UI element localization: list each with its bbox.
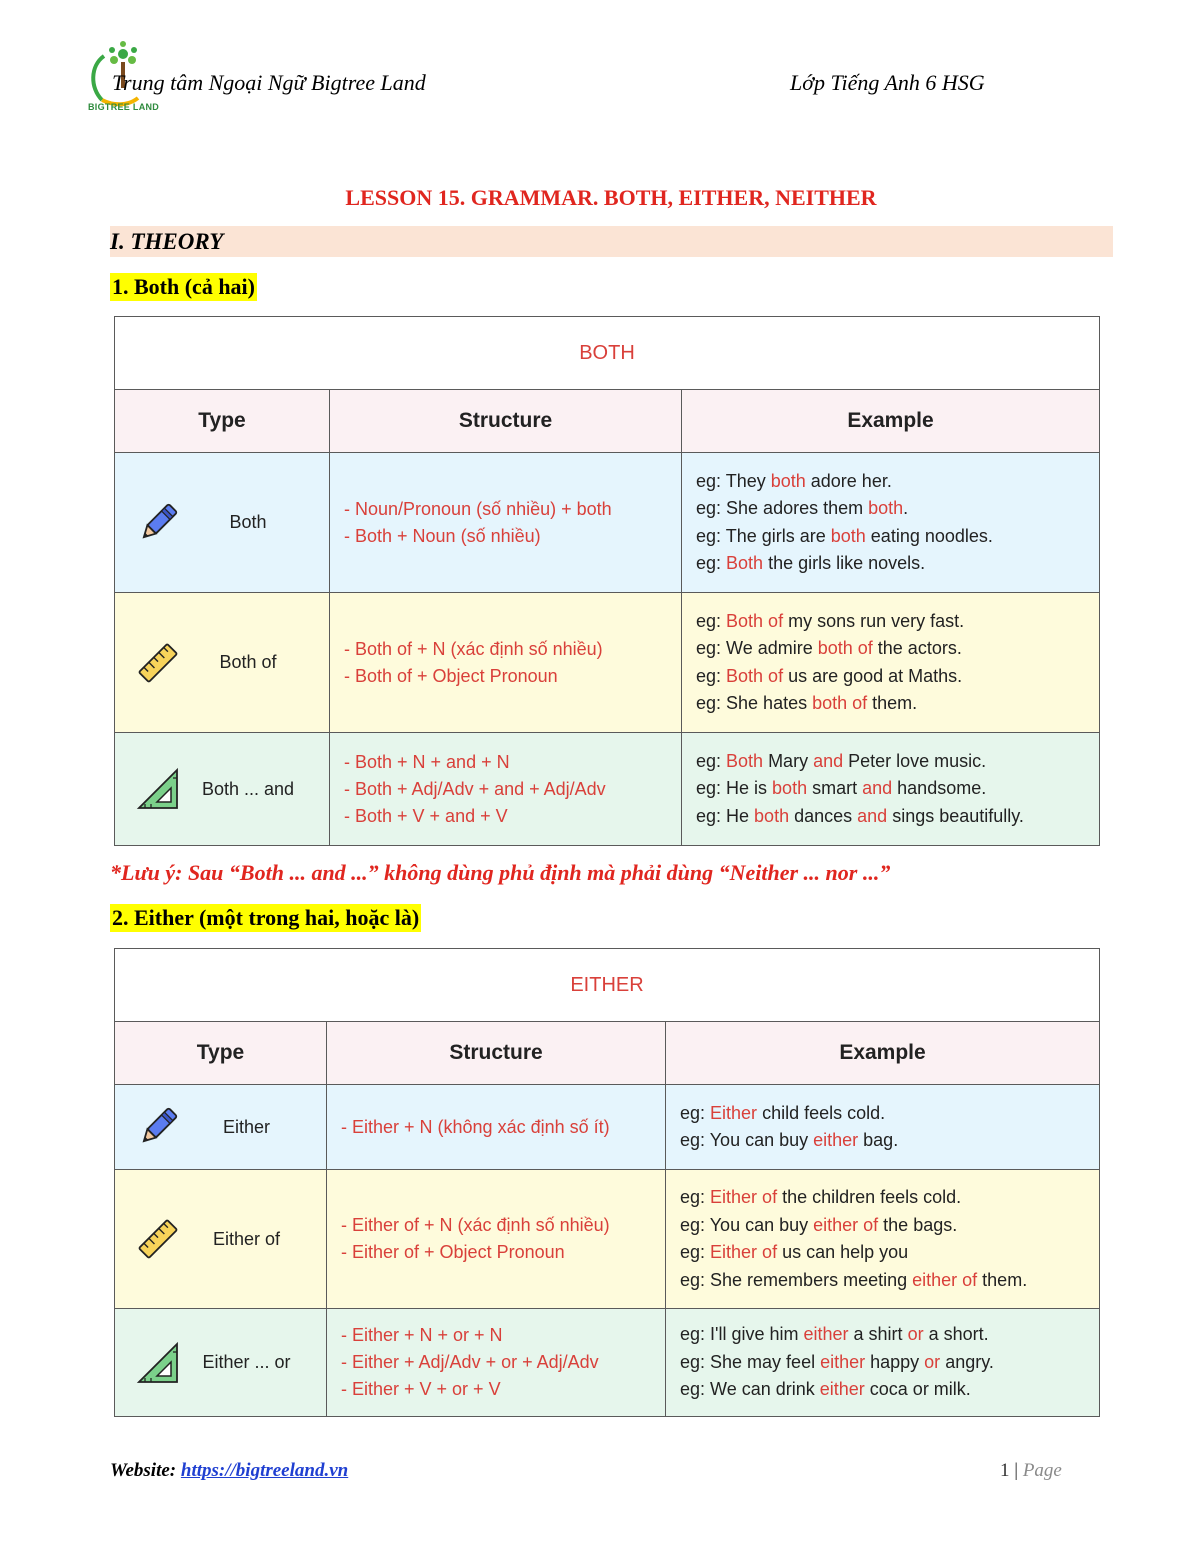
example-keyword: or bbox=[907, 1324, 924, 1345]
example-cell bbox=[666, 1170, 1100, 1309]
example-text: adore her. bbox=[805, 470, 892, 491]
table-row bbox=[115, 453, 1100, 593]
example-text: eg: He bbox=[696, 805, 755, 826]
example-text: eg: I'll give him bbox=[680, 1324, 804, 1345]
example-line bbox=[680, 1349, 1098, 1377]
example-text: the actors. bbox=[872, 638, 962, 658]
column-header-structure: Structure bbox=[327, 1022, 666, 1085]
example-keyword: both bbox=[830, 525, 866, 546]
example-text: my sons run very fast. bbox=[783, 610, 965, 631]
example-text: eg: We can drink bbox=[680, 1379, 820, 1400]
example-keyword: and bbox=[813, 750, 844, 771]
structure-cell bbox=[327, 1309, 666, 1417]
example-text: eg: bbox=[696, 750, 727, 771]
usage-note: *Lưu ý: Sau “Both ... and ...” không dùng phủ định mà phải dùng “Neither ... nor ...” bbox=[110, 860, 891, 885]
example-line bbox=[696, 748, 1098, 776]
example-text: eg: bbox=[680, 1187, 711, 1207]
pen-icon bbox=[135, 500, 181, 546]
example-keyword: either of bbox=[912, 1269, 978, 1290]
ruler-icon bbox=[135, 1216, 181, 1262]
example-text: eg: We admire bbox=[696, 638, 818, 658]
example-text: eg: bbox=[680, 1242, 711, 1262]
example-line bbox=[696, 550, 1098, 578]
structure-cell bbox=[330, 733, 682, 846]
header-center-name: Trung tâm Ngoại Ngữ Bigtree Land bbox=[112, 70, 426, 95]
example-text: us can help you bbox=[777, 1242, 909, 1262]
example-cell bbox=[666, 1085, 1100, 1170]
type-cell bbox=[115, 1170, 327, 1309]
example-text: bag. bbox=[858, 1130, 899, 1150]
example-line bbox=[680, 1239, 1098, 1267]
table-caption: BOTH bbox=[115, 317, 1100, 390]
structure-line: - Either of + Object Pronoun bbox=[341, 1242, 565, 1262]
type-label: Either ... or bbox=[202, 1352, 291, 1372]
example-text: the girls like novels. bbox=[763, 553, 926, 573]
structure-line: - Both + Adj/Adv + and + Adj/Adv bbox=[344, 778, 606, 799]
table-row bbox=[115, 1170, 1100, 1309]
set-square-icon bbox=[135, 766, 181, 812]
example-line bbox=[680, 1100, 1098, 1128]
structure-line: - Either + Adj/Adv + or + Adj/Adv bbox=[341, 1352, 599, 1372]
type-label: Either bbox=[222, 1116, 271, 1137]
example-line bbox=[696, 523, 1098, 551]
type-label: Both of bbox=[219, 652, 277, 672]
example-text: dances bbox=[789, 805, 858, 826]
example-line bbox=[696, 775, 1098, 803]
example-line bbox=[696, 803, 1098, 831]
example-keyword: Either of bbox=[710, 1242, 778, 1262]
example-text: them. bbox=[977, 1269, 1028, 1290]
footer-page bbox=[1000, 1460, 1062, 1482]
theory-heading: I. THEORY bbox=[110, 226, 1113, 257]
column-header-example: Example bbox=[682, 390, 1100, 453]
structure-cell bbox=[330, 453, 682, 593]
example-keyword: Either of bbox=[710, 1187, 778, 1207]
example-keyword: either bbox=[803, 1324, 849, 1345]
example-keyword: or bbox=[924, 1351, 941, 1372]
example-keyword: either bbox=[819, 1379, 865, 1400]
structure-cell bbox=[327, 1085, 666, 1170]
website-link[interactable]: https://bigtreeland.vn bbox=[180, 1460, 349, 1481]
example-text: eg: bbox=[680, 1102, 711, 1123]
example-keyword: either bbox=[820, 1351, 866, 1372]
example-text: eg: bbox=[696, 665, 727, 686]
example-keyword: Both of bbox=[726, 665, 784, 686]
type-label: Both bbox=[229, 512, 267, 532]
column-header-structure: Structure bbox=[330, 390, 682, 453]
either-table bbox=[114, 948, 1100, 1417]
table-caption: EITHER bbox=[115, 949, 1100, 1022]
example-keyword: Both bbox=[726, 553, 764, 573]
example-line bbox=[680, 1321, 1098, 1349]
example-cell bbox=[682, 593, 1100, 733]
both-table bbox=[114, 316, 1100, 846]
page-separator: | bbox=[1009, 1460, 1023, 1481]
example-line bbox=[696, 690, 1098, 718]
example-keyword: either of bbox=[813, 1214, 879, 1235]
example-text: child feels cold. bbox=[757, 1102, 886, 1123]
example-line bbox=[680, 1184, 1098, 1212]
example-text: eg: She may feel bbox=[680, 1351, 821, 1372]
example-text: eg: She hates bbox=[696, 693, 813, 713]
example-text: eg: They bbox=[696, 470, 771, 491]
page-number: 1 bbox=[1000, 1460, 1010, 1481]
example-cell bbox=[666, 1309, 1100, 1417]
structure-line: - Either + N + or + N bbox=[341, 1325, 503, 1345]
example-keyword: Either bbox=[710, 1102, 758, 1123]
column-header-example: Example bbox=[666, 1022, 1100, 1085]
example-line bbox=[696, 608, 1098, 636]
example-keyword: and bbox=[857, 805, 888, 826]
example-text: them. bbox=[867, 693, 918, 713]
example-cell bbox=[682, 733, 1100, 846]
example-line bbox=[680, 1376, 1098, 1404]
structure-line: - Both + N + and + N bbox=[344, 751, 510, 772]
example-keyword: both of bbox=[812, 693, 868, 713]
example-keyword: and bbox=[862, 778, 893, 799]
example-text: happy bbox=[865, 1351, 925, 1372]
type-label: Either of bbox=[212, 1228, 281, 1249]
example-text: eg: She remembers meeting bbox=[680, 1269, 913, 1290]
table-row bbox=[115, 1309, 1100, 1417]
example-text: a shirt bbox=[848, 1324, 908, 1345]
example-text: eg: bbox=[696, 610, 727, 631]
example-line bbox=[696, 635, 1098, 663]
table-row bbox=[115, 733, 1100, 846]
example-text: the bags. bbox=[878, 1214, 958, 1235]
example-text: the children feels cold. bbox=[777, 1187, 962, 1207]
example-keyword: either bbox=[813, 1130, 859, 1150]
example-line bbox=[680, 1267, 1098, 1295]
example-keyword: both of bbox=[817, 638, 873, 658]
example-line bbox=[696, 468, 1098, 496]
example-line bbox=[696, 495, 1098, 523]
example-text: eg: She adores them bbox=[696, 498, 869, 518]
example-line bbox=[680, 1127, 1098, 1155]
example-text: . bbox=[903, 498, 909, 518]
example-text: eg: You can buy bbox=[680, 1214, 814, 1235]
structure-line: - Both + V + and + V bbox=[344, 805, 508, 826]
example-line bbox=[696, 663, 1098, 691]
example-text: eg: The girls are bbox=[696, 525, 831, 546]
footer-website bbox=[110, 1460, 348, 1482]
example-text: us are good at Maths. bbox=[783, 665, 963, 686]
structure-line: - Noun/Pronoun (số nhiều) + both bbox=[344, 498, 612, 519]
example-keyword: Both of bbox=[726, 610, 784, 631]
section-either-heading: 2. Either (một trong hai, hoặc là) bbox=[112, 905, 420, 930]
type-cell bbox=[115, 733, 330, 846]
example-text: eating noodles. bbox=[865, 525, 993, 546]
example-text: smart bbox=[807, 778, 863, 799]
example-text: coca or milk. bbox=[864, 1379, 971, 1400]
page-label: Page bbox=[1022, 1460, 1062, 1481]
header-class-name: Lớp Tiếng Anh 6 HSG bbox=[790, 70, 985, 95]
example-keyword: both bbox=[772, 778, 808, 799]
structure-line: - Either + N (không xác định số ít) bbox=[341, 1116, 610, 1137]
structure-cell bbox=[330, 593, 682, 733]
website-label: Website: bbox=[110, 1460, 177, 1481]
logo-text: BIGTREE LAND bbox=[88, 102, 160, 112]
structure-cell bbox=[327, 1170, 666, 1309]
example-keyword: both bbox=[770, 470, 806, 491]
type-cell bbox=[115, 1309, 327, 1417]
structure-line: - Both of + Object Pronoun bbox=[344, 665, 558, 686]
example-text: eg: You can buy bbox=[680, 1130, 814, 1150]
table-row bbox=[115, 593, 1100, 733]
column-header-type: Type bbox=[115, 390, 330, 453]
column-header-type: Type bbox=[115, 1022, 327, 1085]
structure-line: - Both + Noun (số nhiều) bbox=[344, 525, 541, 546]
example-text: Peter love music. bbox=[843, 750, 987, 771]
structure-line: - Either + V + or + V bbox=[341, 1379, 501, 1399]
example-text: angry. bbox=[940, 1351, 994, 1372]
set-square-icon bbox=[135, 1340, 181, 1386]
pen-icon bbox=[135, 1104, 181, 1150]
table-row bbox=[115, 1085, 1100, 1170]
section-both-heading: 1. Both (cả hai) bbox=[112, 274, 255, 299]
lesson-title: LESSON 15. GRAMMAR. BOTH, EITHER, NEITHER bbox=[345, 185, 877, 210]
page-header bbox=[88, 40, 1118, 120]
structure-line: - Both of + N (xác định số nhiều) bbox=[344, 638, 603, 659]
example-keyword: both bbox=[754, 805, 790, 826]
type-label: Both ... and bbox=[201, 778, 295, 799]
example-text: handsome. bbox=[892, 778, 987, 799]
ruler-icon bbox=[135, 640, 181, 686]
example-text: eg: bbox=[696, 553, 727, 573]
type-cell bbox=[115, 1085, 327, 1170]
example-keyword: Both bbox=[726, 750, 764, 771]
example-cell bbox=[682, 453, 1100, 593]
structure-line: - Either of + N (xác định số nhiều) bbox=[341, 1215, 610, 1235]
example-line bbox=[680, 1212, 1098, 1240]
type-cell bbox=[115, 593, 330, 733]
example-text: sings beautifully. bbox=[887, 805, 1024, 826]
example-text: eg: He is bbox=[696, 778, 773, 799]
example-text: a short. bbox=[923, 1324, 989, 1345]
example-text: Mary bbox=[763, 750, 814, 771]
type-cell bbox=[115, 453, 330, 593]
example-keyword: both bbox=[868, 498, 904, 518]
